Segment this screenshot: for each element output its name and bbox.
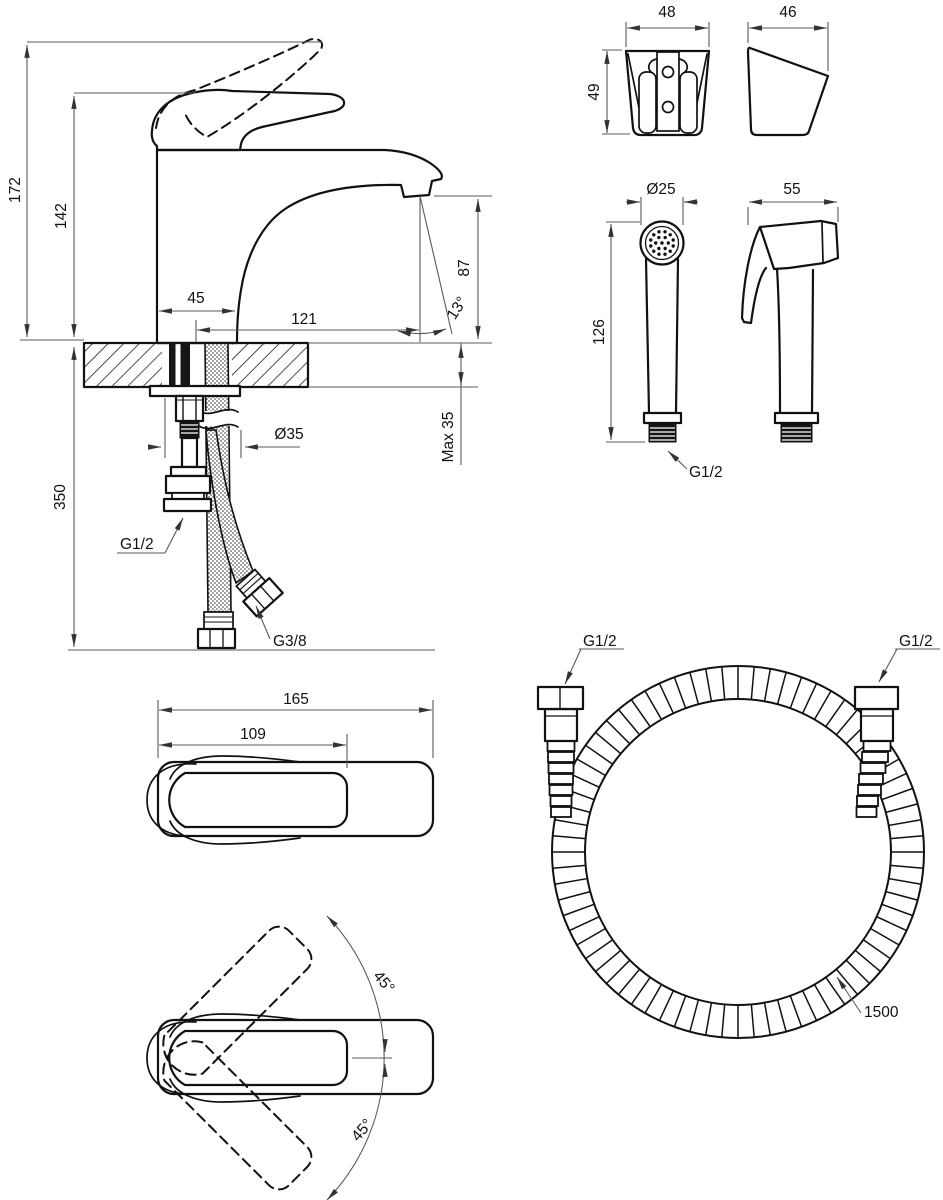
label-hose-thread-left: G1/2: [583, 633, 617, 650]
label-inlet-thread: G1/2: [120, 536, 154, 553]
handle-swung-up-dashed: [153, 921, 317, 1085]
label-hose-thread-right: G1/2: [899, 633, 933, 650]
g38-straight-end: [198, 612, 235, 648]
dim-hose-length: 1500: [864, 1004, 899, 1021]
handle-swung-down-dashed: [153, 1031, 317, 1195]
dim-max-deck-thickness: Max 35: [440, 411, 457, 463]
bracket-side-view: [748, 48, 828, 135]
trigger-lever: [742, 227, 766, 323]
dim-below-deck-length: 350: [52, 484, 69, 510]
bracket-slot-left: [639, 72, 656, 133]
hose-end-right: [855, 687, 898, 817]
dim-bracket-side-depth: 46: [779, 4, 797, 21]
hand-shower-side-view: [742, 221, 838, 442]
hand-shower-views: [591, 181, 838, 481]
dim-stream-angle: 13°: [443, 293, 471, 323]
bracket-front-view: [626, 51, 709, 135]
hose-coil-inner: [585, 699, 891, 1005]
countertop-section: [84, 343, 308, 387]
dim-swing-down-angle: 45°: [348, 1115, 377, 1145]
handle-open-dashed: [156, 39, 322, 137]
faucet-top-view: [147, 691, 433, 844]
dim-shower-length: 126: [591, 319, 608, 345]
bracket-slot-right: [680, 72, 697, 133]
dim-mount-hole-diameter: Ø35: [274, 426, 304, 443]
stud-stack: [164, 396, 211, 511]
label-supply-nut-thread: G3/8: [273, 633, 307, 650]
dim-height-to-handle: 142: [53, 203, 70, 229]
dim-overall-height: 172: [7, 177, 24, 203]
swing-view-handle: [169, 1031, 347, 1085]
dim-handle-length: 109: [240, 726, 266, 743]
dim-bracket-height: 49: [586, 83, 603, 101]
dim-body-width: 45: [187, 290, 205, 307]
label-shower-thread: G1/2: [689, 464, 723, 481]
faucet-side-view: [7, 39, 492, 650]
quick-coupling: [171, 467, 206, 476]
mounting-flange: [150, 386, 240, 396]
swing-dimensions: [327, 916, 392, 1200]
dim-head-diameter: Ø25: [646, 181, 676, 198]
stud-highlight: [176, 343, 181, 388]
bracket-center-column: [657, 52, 679, 131]
shower-hose-view: [538, 633, 940, 1038]
wall-bracket-views: [586, 4, 828, 135]
top-view-handle: [169, 773, 347, 827]
handle-swing-view: [147, 916, 433, 1200]
dim-spout-reach: 121: [291, 311, 317, 328]
bracket-screw-hole-top: [663, 67, 674, 78]
dim-swing-up-angle: 45°: [369, 967, 398, 997]
dim-bracket-front-width: 48: [658, 4, 676, 21]
bracket-dimensions: [602, 22, 828, 134]
bracket-screw-hole-bottom: [663, 102, 674, 113]
dim-shower-side-width: 55: [783, 181, 801, 198]
hand-shower-front-view: [641, 222, 684, 443]
dim-overall-length: 165: [283, 691, 309, 708]
handle-closed: [152, 90, 344, 150]
hose-end-left: [538, 687, 583, 817]
dim-spout-height: 87: [456, 259, 473, 277]
